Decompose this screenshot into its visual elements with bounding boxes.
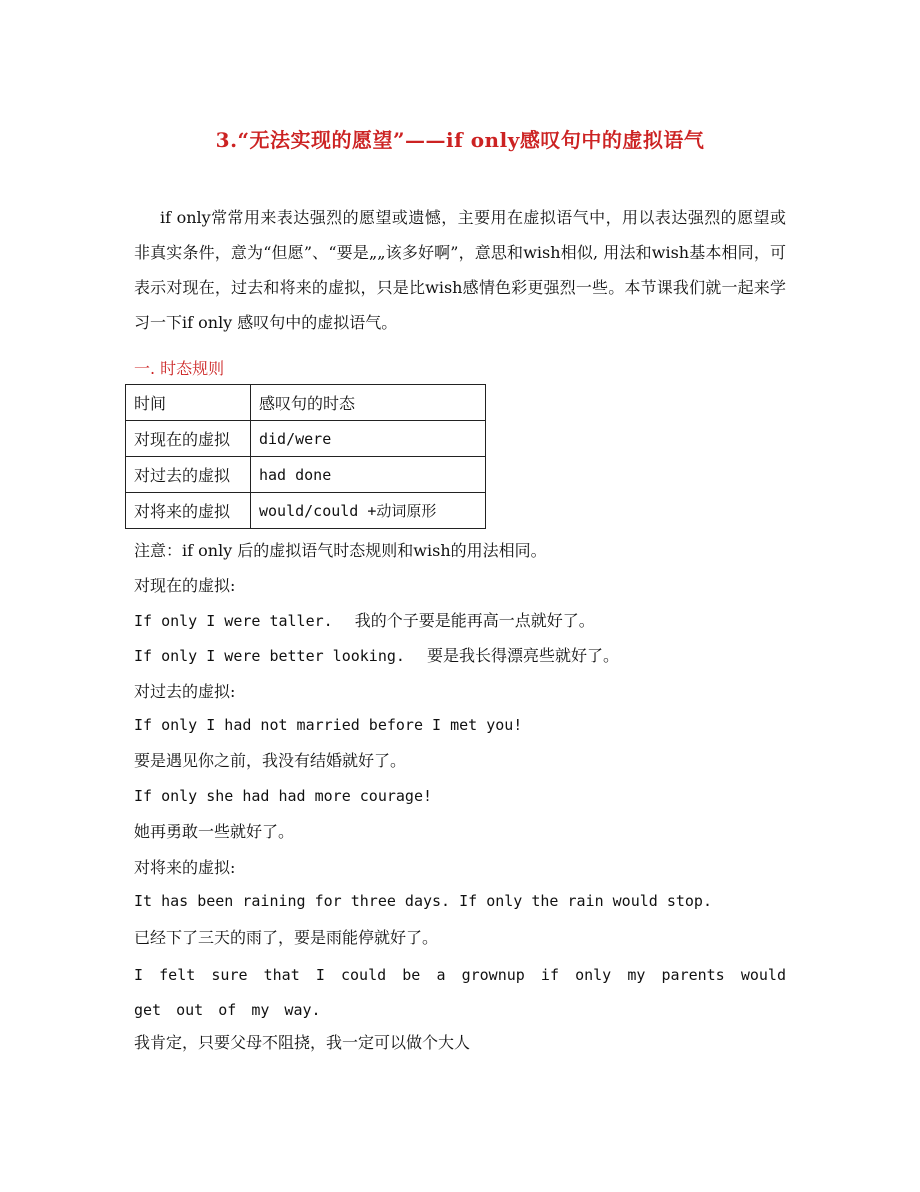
table-header-cell: 感叹句的时态	[251, 385, 486, 421]
past-example-1-chinese: 要是遇见你之前，我没有结婚就好了。	[134, 751, 407, 770]
past-example-1-english: If only I had not married before I met you!	[134, 716, 523, 734]
tense-rules-table	[125, 384, 486, 529]
future-example-1-chinese: 已经下了三天的雨了，要是雨能停就好了。	[134, 928, 439, 947]
future-example-2-chinese: 我肯定，只要父母不阻挠，我一定可以做个大人	[134, 1033, 471, 1052]
table-row	[126, 457, 486, 493]
table-row	[126, 493, 486, 529]
present-example-2	[134, 643, 619, 666]
table-header-cell: 时间	[126, 385, 251, 421]
example-chinese: 我的个子要是能再高一点就好了。	[354, 611, 595, 630]
past-heading: 对过去的虚拟:	[134, 682, 236, 701]
present-example-1	[134, 608, 595, 631]
table-cell: 对现在的虚拟	[126, 421, 251, 457]
table-cell: did/were	[251, 421, 486, 457]
intro-paragraph	[134, 200, 786, 340]
example-english: If only I were better looking.	[134, 647, 405, 665]
past-example-2-english: If only she had had more courage!	[134, 787, 433, 805]
section-heading-tense-rules: 一. 时态规则	[134, 359, 225, 378]
future-heading: 对将来的虚拟:	[134, 858, 236, 877]
table-row	[126, 421, 486, 457]
example-chinese: 要是我长得漂亮些就好了。	[426, 646, 619, 665]
document-title: 3.“无法实现的愿望”——if only感叹句中的虚拟语气	[215, 128, 705, 152]
note-line: 注意：if only 后的虚拟语气时态规则和wish的用法相同。	[134, 541, 547, 560]
example-english: If only I were taller.	[134, 612, 333, 630]
future-example-1-english: It has been raining for three days. If only the rain would stop.	[134, 892, 712, 910]
past-example-2-chinese: 她再勇敢一些就好了。	[134, 822, 295, 841]
intro-text: if only常常用来表达强烈的愿望或遗憾，主要用在虚拟语气中，用以表达强烈的愿望或非真实条件，意为“但愿”、“要是„„该多好啊”，意思和wish相似, 用法和wish基本相同，可表示对现在，过去和将来的虚拟，只是比wish感情色彩更强烈一些。本节课我们就一起来学习一下if only 感叹句中的虚拟语气。	[134, 208, 786, 332]
table-cell: 对过去的虚拟	[126, 457, 251, 493]
table-cell: would/could +动词原形	[251, 493, 486, 529]
table-cell: 对将来的虚拟	[126, 493, 251, 529]
table-header-row	[126, 385, 486, 421]
present-heading: 对现在的虚拟:	[134, 576, 236, 595]
future-example-2-english: I felt sure that I could be a grownup if only my parents would get out of my way.	[134, 966, 786, 1019]
table-cell: had done	[251, 457, 486, 493]
